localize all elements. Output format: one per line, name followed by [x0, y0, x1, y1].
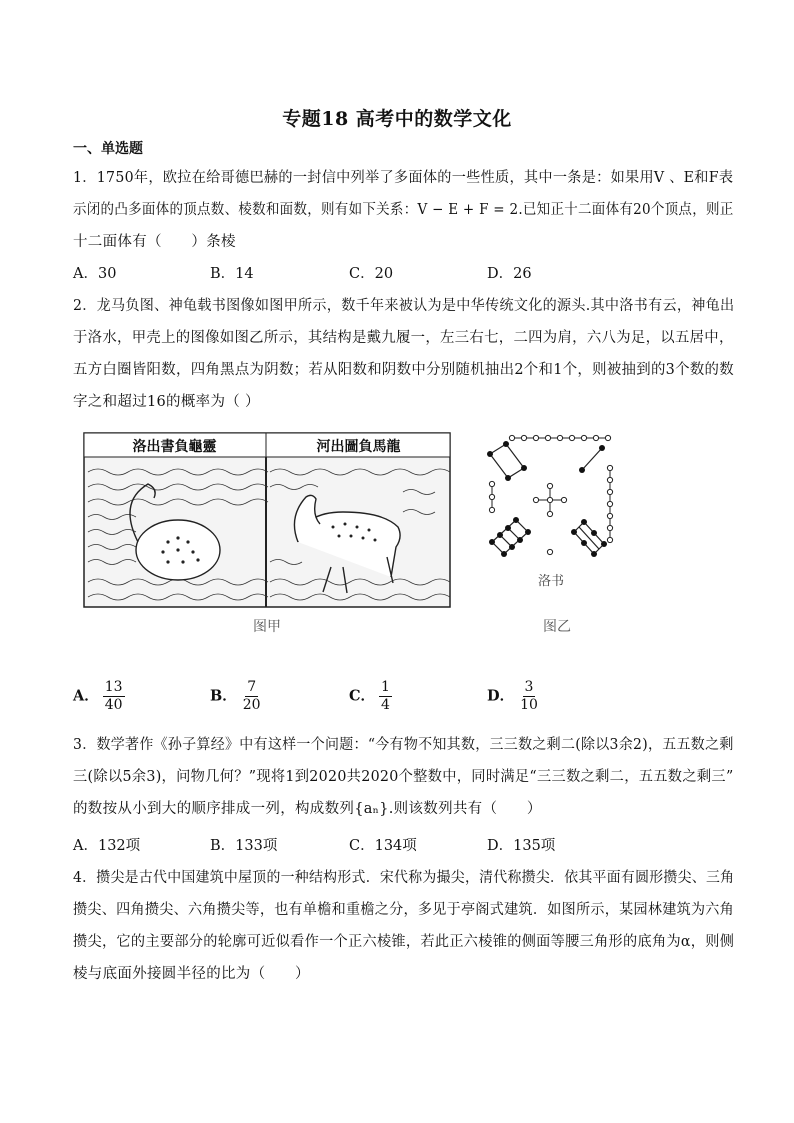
- q1-line-3: 十二面体有（ ）条棱: [73, 234, 236, 250]
- q1-line-1: 1．1750年，欧拉在给哥德巴赫的一封信中列举了多面体的一些性质，其中一条是：如果用V 、E和F表: [73, 170, 734, 186]
- q4-line-1: 4．攒尖是古代中国建筑中屋顶的一种结构形式．宋代称为撮尖，清代称攒尖．依其平面有圆形攒尖、三角: [73, 870, 735, 886]
- woodcut-illustration: [83, 432, 451, 608]
- q1-option-d: D．26: [487, 266, 532, 282]
- q2-option-a: [73, 679, 125, 714]
- q2-option-a-letter: A．: [73, 687, 99, 705]
- q2-option-c-den: 4: [381, 697, 390, 713]
- q2-option-b: [210, 679, 263, 714]
- q3-line-2: 三(除以5余3)，问物几何？”现将1到2020共2020个整数中，同时满足“三三数之剩二，五五数之剩三”: [73, 769, 734, 785]
- q1-option-c: C．20: [349, 266, 394, 282]
- q2-option-c-num: 1: [381, 679, 390, 695]
- page-title: 专题18 高考中的数学文化: [282, 108, 512, 130]
- q2-option-b-letter: B．: [210, 687, 237, 705]
- q4-line-2: 攒尖、四角攒尖、六角攒尖等，也有单檐和重檐之分，多见于亭阁式建筑．如图所示，某园林建筑为六角: [73, 902, 735, 918]
- figure-jia-right-title: 河出圖負馬龍: [316, 439, 401, 455]
- q4-line-3: 攒尖，它的主要部分的轮廓可近似看作一个正六棱锥，若此正六棱锥的侧面等腰三角形的底角为α，则侧: [73, 934, 735, 950]
- q2-option-a-den: 40: [104, 697, 123, 713]
- q2-option-b-num: 7: [247, 679, 257, 695]
- q2-option-c: [349, 679, 392, 714]
- q2-option-c-letter: C．: [349, 687, 376, 705]
- q2-line-1: 2．龙马负图、神龟载书图像如图甲所示，数千年来被认为是中华传统文化的源头.其中洛书有云，神龟出: [73, 298, 735, 314]
- q3-line-1: 3．数学著作《孙子算经》中有这样一个问题：“今有物不知其数，三三数之剩二(除以3余2)，五五数之剩: [73, 737, 734, 753]
- figure-yi-label: 洛书: [538, 574, 565, 589]
- q3-option-a: A．132项: [73, 838, 141, 854]
- figure-yi-caption: 图乙: [543, 619, 571, 635]
- figure-jia-caption: 图甲: [253, 619, 281, 635]
- section-heading: 一、单选题: [73, 141, 143, 157]
- q1-option-a: A．30: [73, 266, 117, 282]
- q2-line-4: 字之和超过16的概率为（ ）: [73, 394, 260, 410]
- q3-option-d: D．135项: [487, 838, 556, 854]
- q2-option-d-num: 3: [524, 679, 534, 695]
- q1-option-b: B．14: [210, 266, 254, 282]
- q2-option-d-den: 10: [520, 697, 538, 713]
- q3-option-b: B．133项: [210, 838, 278, 854]
- luoshu-diagram: [478, 428, 626, 568]
- figure-jia-left-title: 洛出書負龜靈: [132, 439, 217, 455]
- q2-option-d: [487, 679, 540, 714]
- figure-jia: [83, 432, 451, 608]
- q2-option-b-den: 20: [242, 697, 261, 713]
- q4-line-4: 棱与底面外接圆半径的比为（ ）: [73, 966, 310, 982]
- figure-yi: [478, 428, 626, 588]
- q2-line-2: 于洛水，甲壳上的图像如图乙所示，其结构是戴九履一，左三右七，二四为肩，六八为足，以五居中，: [73, 330, 734, 346]
- q3-line-3: 的数按从小到大的顺序排成一列，构成数列{aₙ}.则该数列共有（ ）: [73, 801, 542, 817]
- q1-line-2: 示闭的凸多面体的顶点数、棱数和面数，则有如下关系：V − E + F = 2.已知正十二面体有20个顶点，则正: [73, 202, 734, 218]
- q3-option-c: C．134项: [349, 838, 417, 854]
- q2-option-a-num: 13: [104, 679, 123, 695]
- q2-line-3: 五方白圈皆阳数，四角黑点为阴数；若从阳数和阴数中分别随机抽出2个和1个，则被抽到的3个数的数: [73, 362, 734, 378]
- q2-option-d-letter: D．: [487, 687, 515, 705]
